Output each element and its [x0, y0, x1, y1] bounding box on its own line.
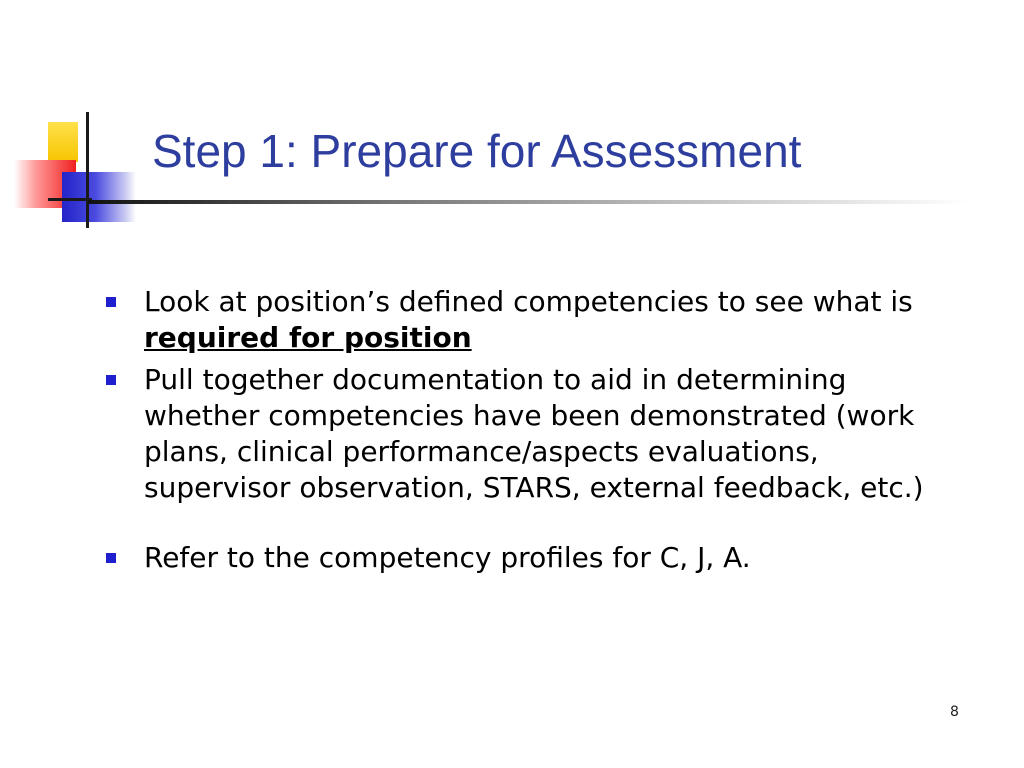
bullet-list	[104, 284, 944, 576]
bullet-text: Look at position’s defined competencies to see what is	[144, 285, 913, 318]
bullet-item-1	[104, 284, 944, 356]
slide-title: Step 1: Prepare for Assessment	[152, 125, 802, 177]
bullet-text: Refer to the competency profiles for C, J, A.	[144, 541, 751, 574]
page-number: 8	[950, 704, 959, 720]
bullet-emphasis: required for position	[144, 321, 472, 354]
logo-horizontal-line	[48, 198, 92, 201]
logo-vertical-line	[86, 112, 89, 228]
title-underline-rule	[88, 200, 968, 204]
blue-square	[62, 172, 136, 222]
square-bullet-icon	[106, 553, 116, 563]
square-bullet-icon	[106, 297, 116, 307]
yellow-square	[48, 122, 78, 162]
bullet-item-2	[104, 362, 944, 506]
bullet-text: Pull together documentation to aid in determining whether competencies have been demonstrated (work plans, clinical performance/aspects evaluations, supervisor observation, STARS, external feedback, etc.)	[144, 363, 924, 504]
bullet-item-3	[104, 540, 944, 576]
decorative-squares-logo	[0, 0, 150, 240]
square-bullet-icon	[106, 375, 116, 385]
